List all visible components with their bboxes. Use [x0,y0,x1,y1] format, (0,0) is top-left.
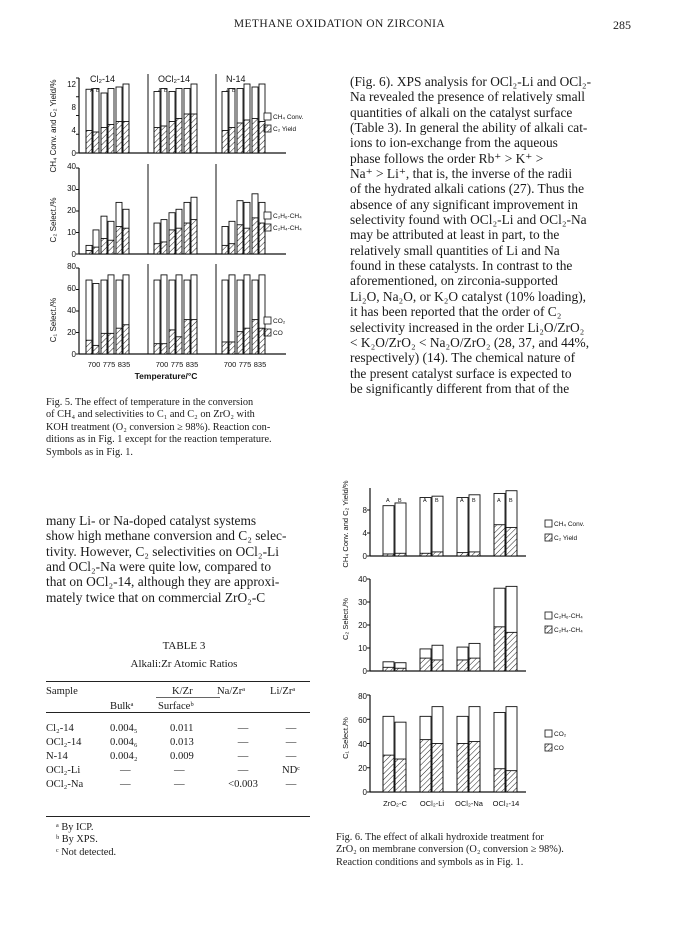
fig5-xtick-9: 835 [253,360,267,369]
fig6-bar-label-a: A [386,498,390,504]
fig5-legend-ch4conv: CH₄ Conv. [273,114,304,121]
fig6-bar-hatched [420,740,431,792]
cell-sample: Cl₂-14 [46,723,74,735]
fig5-legend-c2h6: C₂H₆-CH₄ [273,213,302,220]
fig5-bar-label-a: A [226,88,230,94]
table-row [46,777,310,791]
footnote-b: ᵇ By XPS. [56,834,98,846]
fig5-bar-hatched [244,228,250,254]
fig6-legend-c2h6: C₂H₆-CH₄ [554,613,583,620]
fig6-bar-hatched [383,667,394,671]
fig5-bar-hatched [116,122,122,154]
table-row [46,763,310,777]
lc-line-1: many Li- or Na-doped catalyst systems [46,513,257,528]
fig6-bar-label-b: B [509,498,513,504]
fig6-bar-label-b: B [435,498,439,504]
fig5-bar-hatched [108,240,114,254]
cell-na: — [237,723,249,735]
fig5-bar-hatched [176,337,182,354]
fig5-p2-tick-2: 20 [67,206,76,215]
fig5-bar-hatched [184,320,190,354]
fig5-bar-hatched [154,244,160,254]
fig5-legend-c2h4: C₂H₄-CH₄ [273,225,302,232]
rc-line-2: Na revealed the presence of relatively small [350,89,585,105]
fig6-legend-co: CO [554,745,564,752]
fig5-xtick-3: 835 [117,360,131,369]
fig5-bar-hatched [154,128,160,154]
fig6-xtick-3: OCl₂-Na [455,799,483,808]
fig5-bar-hatched [191,114,197,153]
fig5-bar-hatched [101,239,107,254]
fig5-bar-hatched [184,223,190,254]
fig6-bar-hatched [469,658,480,671]
fig6-p3-tick-4: 80 [358,692,367,701]
fig6-bar-hatched [494,525,505,556]
fig5-sample-label-3: N-14 [226,74,246,84]
table-3-top-rule [46,681,310,682]
fig5-legend-co2: CO₂ [273,318,286,325]
cell-li: — [285,723,297,735]
cell-surface: — [174,778,185,790]
fig5-bar-hatched [252,119,258,154]
fig5-bar-label-a: A [90,88,94,94]
rc-line-10: selectivity found with OCl₂-Li and OCl₂-Na [350,212,587,228]
fig5-p3-tick-3: 60 [67,284,76,293]
fig6-ylabel-3: C₁ Select./% [341,717,350,759]
cell-li: — [285,778,297,790]
fig5-bar-hatched [222,342,228,354]
page-number: 285 [613,18,631,32]
fig5-caption-line-4: ditions as in Fig. 1 except for the reaction temperature. [46,434,272,446]
fig6-ylabel-2: C₂ Select./% [341,597,350,641]
fig6-caption-line-3: Reaction conditions and symbols as in Fig. 1. [336,856,524,868]
fig5-xtick-6: 835 [185,360,199,369]
fig6-p2-tick-1: 10 [358,644,367,653]
fig5-xtick-8: 775 [238,360,252,369]
table-3-mid-rule [46,712,310,713]
fig5-bar-hatched [161,242,167,254]
fig6-xtick-2: OCl₂-Li [419,799,445,808]
fig5-bar-hatched [154,344,160,354]
fig5-sample-label-1: Cl₂-14 [90,74,116,84]
fig5-p1-tick-1: 4 [71,126,76,135]
fig5-xtick-7: 700 [223,360,237,369]
fig5-bar-hatched [222,131,228,154]
fig6-bar-hatched [395,668,406,671]
rc-line-14: aforementioned, on zirconia-supported [350,273,558,289]
fig5-bar-hatched [161,126,167,153]
rc-line-7: Na⁺ > Li⁺, that is, the inverse of the radii [350,166,573,182]
fig5-p3-tick-0: 0 [71,350,76,359]
fig6-bar-hatched [494,627,505,671]
figure-5-chart [46,70,322,388]
fig6-p1-tick-2: 8 [362,506,367,515]
fig5-p2-tick-3: 30 [67,184,76,193]
fig6-bar [395,503,406,556]
fig6-caption-line-2: ZrO₂ on membrane conversion (O₂ conversion ≥ 98%). [336,844,564,856]
rc-line-4: (Table 3). In general the ability of alkali cat- [350,120,588,136]
fig5-bar-hatched [229,128,235,154]
fig5-bar-hatched [176,228,182,254]
fig6-bar-label-a: A [423,498,427,504]
figure-5-bars [76,74,286,354]
figure-5-caption [46,397,322,459]
cell-na: <0.003 [228,778,258,790]
fig5-xlabel: Temperature/°C [134,371,198,381]
fig6-bar-label-a: A [460,498,464,504]
fig5-bar [161,275,167,354]
fig5-caption-line-1: Fig. 5. The effect of temperature in the conversion [46,397,254,408]
cell-bulk: — [120,764,131,776]
fig6-bar-hatched [420,553,431,556]
fig6-bar [432,496,443,556]
fig5-bar-hatched [86,340,92,354]
fig6-bar [457,498,468,556]
fig6-p3-tick-0: 0 [362,788,367,797]
fig5-bar-hatched [184,114,190,153]
cell-bulk: 0.004₅ [110,723,138,735]
fig6-bar-hatched [506,632,517,671]
fig5-bar-hatched [252,218,258,254]
fig6-bar-hatched [469,742,480,792]
fig5-bar-hatched [108,333,114,354]
fig5-legend-swatch-co2 [264,317,271,324]
fig5-xtick-1: 700 [87,360,101,369]
fig5-bar-hatched [237,332,243,354]
fig5-legend-swatch-co [264,329,271,336]
fig5-caption-line-2: of CH₄ and selectivities to C₁ and C₂ on ZrO₂ with [46,409,255,421]
fig6-bar-hatched [457,744,468,793]
fig6-legend-swatch-co [545,744,552,751]
fig6-legend-swatch-co2 [545,730,552,737]
fig5-bar-hatched [252,320,258,354]
fig5-bar-hatched [237,225,243,254]
rc-line-11: may be attributed at least in part, to the [350,227,560,243]
fig6-p3-tick-2: 40 [358,740,367,749]
fig6-bar-hatched [395,759,406,792]
cell-na: — [237,764,249,776]
rc-line-16: it has been reported that the order of C₂ [350,304,562,320]
fig5-bar-label-b: B [232,88,236,94]
cell-sample: N-14 [46,750,68,762]
rc-line-21: be significantly different from that of the [350,380,570,396]
rc-line-8: of the hydrated alkali cations (27). Thus the [350,181,585,197]
cell-bulk: 0.004₆ [110,737,138,749]
cell-sample: OCl₂-Na [46,778,84,790]
table-3-header-nazr: Na/Zrᵃ [217,686,246,697]
lc-line-2: show high methane conversion and C₂ selec- [46,528,287,544]
fig6-p1-tick-0: 0 [362,552,367,561]
fig6-p2-tick-3: 30 [358,598,367,607]
cell-sample: OCl₂-Li [46,764,81,776]
fig5-bar-hatched [116,328,122,354]
fig6-p1-tick-1: 4 [362,529,367,538]
fig6-bar-hatched [383,554,394,556]
cell-na: — [237,750,249,762]
table-3-header-sample: Sample [46,686,78,697]
fig5-p3-tick-1: 20 [67,328,76,337]
fig6-bar-hatched [383,755,394,792]
fig5-bar-hatched [191,220,197,254]
cell-surface: 0.013 [170,737,194,749]
fig5-xtick-4: 700 [155,360,169,369]
fig6-legend-swatch-c2yield [545,534,552,541]
fig6-p3-tick-1: 20 [358,764,367,773]
table-3-subheader-surface: Surfaceᵇ [158,701,194,712]
fig6-bar-hatched [506,527,517,556]
fig5-bar-hatched [101,128,107,154]
figure-6-chart [336,476,636,816]
fig5-bar-label-b: B [96,88,100,94]
rc-line-20: the present catalyst surface is expected to [350,365,572,381]
running-header-title: METHANE OXIDATION ON ZIRCONIA [233,18,446,30]
rc-line-18: < K₂O/ZrO₂ < Na₂O/ZrO₂ (28, 37, and 44%, [350,334,590,350]
fig6-bar-label-b: B [398,498,402,504]
fig5-ylabel-2: C₂ Select./% [49,197,58,243]
fig6-legend-swatch-c2h4 [545,626,552,633]
fig6-xtick-1: ZrO₂-C [383,799,407,808]
fig6-caption-line-1: Fig. 6. The effect of alkali hydroxide treatment for [336,832,544,843]
figure-6-bars [367,488,526,792]
lc-line-6: mately twice that on commercial ZrO₂-C [46,589,266,605]
fig5-bar-hatched [93,345,99,354]
footnote-a: ᵃ By ICP. [56,822,94,833]
rc-line-6: phase follows the order Rb⁺ > K⁺ > [350,150,544,166]
fig6-legend-swatch-c2h6 [545,612,552,619]
table-3-footnotes [56,822,256,859]
fig5-ylabel-1: CH₄ Conv. and C₂ Yield/% [49,79,58,173]
fig5-bar-hatched [161,344,167,354]
cell-na: — [237,737,249,749]
table-3-subtitle: Alkali:Zr Atomic Ratios [130,658,238,670]
fig5-bar-hatched [101,333,107,354]
footnote-c: ᶜ Not detected. [56,846,117,858]
fig5-caption-line-5: Symbols as in Fig. 1. [46,446,133,458]
fig6-bar-hatched [432,660,443,671]
fig6-bar-label-b: B [472,498,476,504]
fig5-p1-tick-3: 12 [67,80,76,89]
fig5-ylabel-3: C₁ Select./% [49,297,58,343]
lc-line-4: and OCl₂-Na were quite low, compared to [46,559,272,575]
fig5-bar-label-b: B [164,88,168,94]
table-3-body [46,722,310,791]
rc-line-13: found in these catalysts. In contrast to the [350,258,573,274]
fig5-bar-hatched [176,119,182,154]
cell-bulk: — [120,778,131,790]
fig6-bar-hatched [494,769,505,792]
fig5-bar-hatched [244,328,250,354]
fig5-p2-tick-4: 40 [67,162,76,171]
fig5-legend-swatch-ch4conv [264,113,271,120]
right-column-paragraph [350,74,634,396]
fig5-bar-hatched [222,245,228,254]
fig5-bar [154,280,160,354]
fig6-legend-co2: CO₂ [554,731,567,738]
fig5-p1-tick-2: 8 [71,103,76,112]
table-3-subheader-bulk: Bulkᵃ [110,701,134,712]
fig6-p3-tick-3: 60 [358,716,367,725]
fig5-bar-hatched [93,132,99,153]
rc-line-1: (Fig. 6). XPS analysis for OCl₂-Li and OCl₂- [350,74,592,89]
lc-line-5: that on OCl₂-14, although they are approxi- [46,574,280,590]
fig5-bar-hatched [108,125,114,154]
fig5-p1-tick-0: 0 [71,149,76,158]
rc-line-19: respectively) (14). The chemical nature of [350,350,576,366]
fig5-bar-hatched [86,251,92,254]
fig5-xtick-2: 775 [102,360,116,369]
fig5-bar-hatched [169,230,175,254]
fig5-p2-tick-1: 10 [67,228,76,237]
fig6-bar [383,506,394,556]
fig6-bar-hatched [457,660,468,671]
fig6-p2-tick-0: 0 [362,667,367,676]
table-3-header-lizr: Li/Zrᵃ [270,686,296,697]
figure-5 [46,70,322,388]
fig5-bar-hatched [169,330,175,354]
left-column-paragraph [46,513,322,605]
fig6-bar-hatched [432,744,443,793]
rc-line-17: selectivity increased in the order Li₂O/ZrO₂ [350,319,585,335]
fig6-bar-hatched [395,553,406,556]
fig5-bar-hatched [191,320,197,354]
cell-li: — [285,750,297,762]
fig5-sample-label-2: OCl₂-14 [158,74,191,84]
table-row [46,750,310,764]
cell-bulk: 0.004₂ [110,750,138,762]
fig5-bar-hatched [93,247,99,254]
fig6-bar-hatched [506,771,517,792]
table-row [46,736,310,750]
fig6-legend-swatch-ch4conv [545,520,552,527]
fig5-legend-co: CO [273,330,283,337]
table-3-kzr-rule [156,697,220,698]
fig6-bar-hatched [469,552,480,556]
rc-line-15: Li₂O, Na₂O, or K₂O catalyst (10% loading), [350,288,587,304]
table-row [46,722,310,736]
cell-sample: OCl₂-14 [46,737,82,749]
fig6-ylabel-1: CH₄ Conv. and C₂ Yield/% [341,480,350,568]
fig6-bar-hatched [432,552,443,556]
fig6-p2-tick-4: 40 [358,575,367,584]
fig5-bar-hatched [116,226,122,254]
fig5-xtick-5: 775 [170,360,184,369]
table-3-bottom-rule [46,816,310,817]
fig5-p3-tick-2: 40 [67,306,76,315]
fig5-p3-tick-4: 80 [67,262,76,271]
fig6-bar-hatched [457,553,468,556]
cell-surface: 0.009 [170,750,194,762]
figure-6 [336,476,636,816]
fig5-bar-hatched [237,123,243,153]
fig5-bar-hatched [123,122,129,154]
cell-surface: 0.011 [170,723,194,735]
fig6-legend-c2h4: C₂H₄-CH₄ [554,627,583,634]
fig5-bar-hatched [123,228,129,254]
fig5-p2-tick-0: 0 [71,250,76,259]
fig6-bar [420,498,431,556]
fig6-legend-c2yield: C₂ Yield [554,535,578,542]
lc-line-3: tivity. However, C₂ selectivities on OCl₂-Li [46,543,279,559]
fig5-bar-label-a: A [158,88,162,94]
fig5-legend-swatch-c2h6 [264,212,271,219]
fig5-legend-swatch-c2yield [264,125,271,132]
fig5-bar-hatched [86,131,92,154]
rc-line-12: relatively small quantities of Li and Na [350,242,560,258]
cell-li: NDᶜ [281,764,300,776]
table-3-title: TABLE 3 [162,640,206,652]
fig5-bar-hatched [229,244,235,254]
rc-line-3: quantities of alkali on the catalyst surface [350,104,573,120]
fig5-legend-swatch-c2h4 [264,224,271,231]
fig6-legend-ch4conv: CH₄ Conv. [554,521,585,528]
fig5-bar [93,283,99,354]
fig5-bar-hatched [244,120,250,153]
fig5-bar-hatched [169,122,175,154]
figure-6-caption [336,832,636,869]
fig6-bar-label-a: A [497,498,501,504]
rc-line-9: absence of any significant improvement in [350,196,578,212]
fig5-bar-hatched [229,342,235,354]
fig5-bar-hatched [123,325,129,354]
fig6-bar-hatched [420,658,431,671]
fig5-caption-line-3: KOH treatment (O₂ conversion ≥ 98%). Reaction con- [46,421,271,433]
fig5-legend-c2yield: C₂ Yield [273,126,297,133]
rc-line-5: ions to ion-exchange from the aqueous [350,135,558,151]
table-3-header-kzr: K/Zr [172,686,193,697]
fig6-xtick-4: OCl₂-14 [492,799,520,808]
cell-surface: — [174,764,185,776]
fig6-p2-tick-2: 20 [358,621,367,630]
cell-li: — [285,737,297,749]
